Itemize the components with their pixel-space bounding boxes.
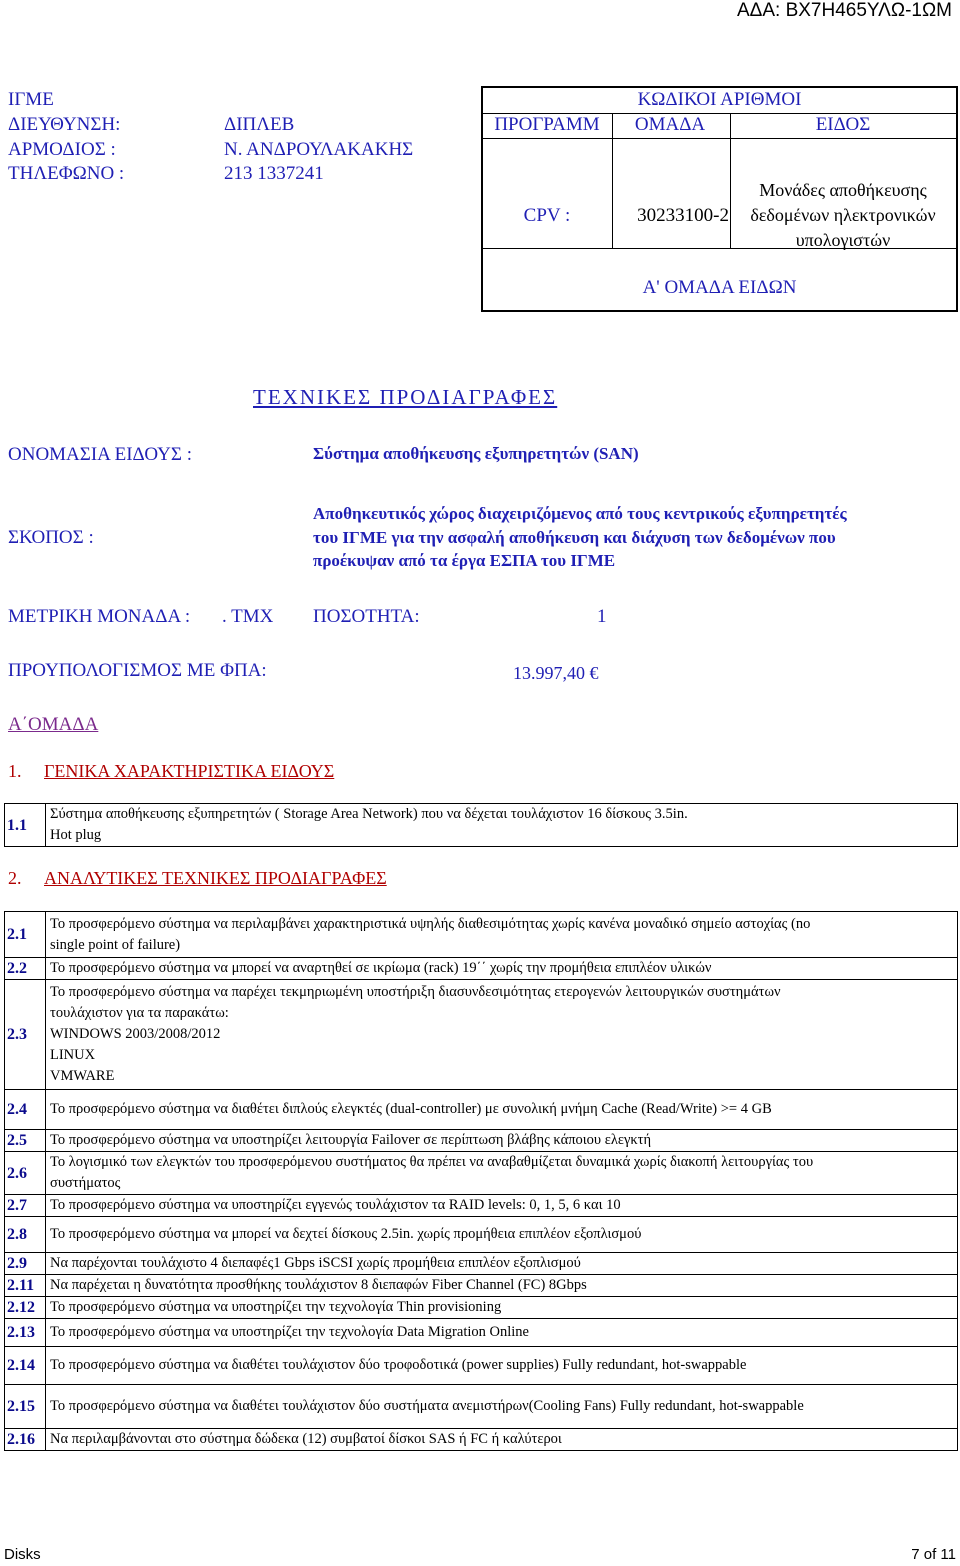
direction-label: ΔΙΕΥΘΥΝΣΗ:: [8, 114, 121, 135]
direction-value: ΔΙΠΛΕΒ: [224, 114, 295, 135]
table-row: [5, 1090, 958, 1130]
responsible-label: ΑΡΜΟΔΙΟΣ :: [8, 139, 116, 160]
group-heading: Α΄ΟΜΑΔΑ: [8, 714, 99, 735]
row-text: Το προσφερόμενο σύστημα να διαθέτει τουλάχιστον δύο συστήματα ανεμιστήρων(Cooling Fans) Fully redundant, hot-swappable: [46, 1385, 958, 1429]
row-text: Το προσφερόμενο σύστημα να υποστηρίζει εγγενώς τουλάχιστον τα RAID levels: 0, 1, 5, 6 και 10: [46, 1195, 958, 1217]
table-row: [5, 980, 958, 1090]
quantity-value: 1: [597, 606, 607, 627]
row-number: 2.11: [5, 1275, 46, 1297]
row-number: 2.2: [5, 958, 46, 980]
row-text: Το προσφερόμενο σύστημα να διαθέτει διπλούς ελεγκτές (dual-controller) με συνολική μνήμη Cache (Read/Write) >= 4 GB: [46, 1090, 958, 1130]
row-text: Το προσφερόμενο σύστημα να περιλαμβάνει χαρακτηριστικά υψηλής διαθεσιμότητας χωρίς κανένα μοναδικό σημείο αστοχίας (no single point of failure): [46, 912, 958, 958]
table-row: [5, 804, 958, 847]
row-number: 2.1: [5, 912, 46, 958]
row-text: Το προσφερόμενο σύστημα να υποστηρίζει την τεχνολογία Data Migration Online: [46, 1319, 958, 1347]
row-text: Να παρέχονται τουλάχιστο 4 διεπαφές1 Gbps iSCSI χωρίς προμήθεια επιπλέον εξοπλισμού: [46, 1253, 958, 1275]
table-row: [5, 958, 958, 980]
responsible-value: Ν. ΑΝΔΡΟΥΛΑΚΑΚΗΣ: [224, 139, 414, 160]
section-1-number: 1.: [8, 761, 22, 781]
row-text: Το προσφερόμενο σύστημα να παρέχει τεκμηριωμένη υποστήριξη διασυνδεσιμότητας ετερογενών λειτουργικών συστημάτων τουλάχιστον για τα παρακάτω: WINDOWS 2003/2008/2012 LINUX VMWARE: [46, 980, 958, 1090]
table-row: [5, 1217, 958, 1253]
row-text: Το λογισμικό των ελεγκτών του προσφερόμενου συστήματος θα πρέπει να αναβαθμίζεται δυναμικά χωρίς διακοπή λειτουργίας του συστήματος: [46, 1152, 958, 1195]
row-text: Να παρέχεται η δυνατότητα προσθήκης τουλάχιστον 8 διεπαφών Fiber Channel (FC) 8Gbps: [46, 1275, 958, 1297]
unit-label: ΜΕΤΡΙΚΗ ΜΟΝΑΔΑ :: [8, 606, 191, 627]
budget-value: 13.997,40 €: [513, 663, 599, 683]
quantity-label: ΠΟΣΟΤΗΤΑ:: [313, 606, 420, 627]
row-text: Το προσφερόμενο σύστημα να μπορεί να δεχτεί δίσκους 2.5in. χωρίς προμήθεια επιπλέον εξοπλισμού: [46, 1217, 958, 1253]
row-number: 2.12: [5, 1297, 46, 1319]
codes-col-group: ΟΜΑΔΑ: [634, 114, 706, 135]
item-name-value: Σύστημα αποθήκευσης εξυπηρετητών (SAN): [313, 444, 639, 463]
table-row: [5, 1253, 958, 1275]
codes-col-program: ΠΡΟΓΡΑΜΜ: [494, 114, 600, 135]
detailed-specs-table: [4, 911, 958, 1451]
sheet-name: Disks: [4, 1546, 41, 1563]
row-number: 2.5: [5, 1130, 46, 1152]
row-number: 2.14: [5, 1347, 46, 1385]
cpv-label: CPV :: [523, 205, 571, 226]
table-row: [5, 1429, 958, 1451]
phone-label: ΤΗΛΕΦΩΝΟ :: [8, 163, 125, 184]
row-text: Να περιλαμβάνονται στο σύστημα δώδεκα (12) συμβατοί δίσκοι SAS ή FC ή καλύτεροι: [46, 1429, 958, 1451]
codes-title: ΚΩΔΙΚΟΙ ΑΡΙΘΜΟΙ: [637, 89, 802, 110]
group-name: Α' ΟΜΑΔΑ ΕΙΔΩΝ: [642, 277, 797, 298]
row-text: Το προσφερόμενο σύστημα να υποστηρίζει λειτουργία Failover σε περίπτωση βλάβης κάποιου ελεγκτή: [46, 1130, 958, 1152]
row-number: 2.6: [5, 1152, 46, 1195]
codes-col-kind: ΕΙΔΟΣ: [815, 114, 871, 135]
item-name-label: ΟΝΟΜΑΣΙΑ ΕΙΔΟΥΣ :: [8, 444, 192, 465]
row-number: 2.9: [5, 1253, 46, 1275]
row-text: Το προσφερόμενο σύστημα να υποστηρίζει την τεχνολογία Thin provisioning: [46, 1297, 958, 1319]
table-row: [5, 1297, 958, 1319]
purpose-value: Αποθηκευτικός χώρος διαχειριζόμενος από τους κεντρικούς εξυπηρετητές του ΙΓΜΕ για την ασφαλή αποθήκευση και διάχυση των δεδομένων που προέκυψαν από τα έργα ΕΣΠΑ του ΙΓΜΕ: [313, 504, 847, 570]
kind-description: Μονάδες αποθήκευσης δεδομένων ηλεκτρονικών υπολογιστών: [750, 180, 936, 250]
table-row: [5, 1347, 958, 1385]
table-row: [5, 1319, 958, 1347]
org-name: ΙΓΜΕ: [8, 89, 54, 110]
row-number: 2.4: [5, 1090, 46, 1130]
section-2-number: 2.: [8, 868, 22, 888]
table-row: [5, 912, 958, 958]
row-text: Το προσφερόμενο σύστημα να μπορεί να αναρτηθεί σε ικρίωμα (rack) 19΄΄ χωρίς την προμήθεια επιπλέον υλικών: [46, 958, 958, 980]
purpose-label: ΣΚΟΠΟΣ :: [8, 527, 94, 548]
ada-code: ΑΔΑ: ΒΧ7Η465ΥΛΩ-1ΩΜ: [736, 0, 952, 21]
table-row: [5, 1130, 958, 1152]
row-number: 2.8: [5, 1217, 46, 1253]
row-text: Το προσφερόμενο σύστημα να διαθέτει τουλάχιστον δύο τροφοδοτικά (power supplies) Fully redundant, hot-swappable: [46, 1347, 958, 1385]
table-row: [5, 1195, 958, 1217]
row-number: 2.16: [5, 1429, 46, 1451]
general-table: [4, 803, 958, 847]
page-number: 7 of 11: [911, 1546, 956, 1563]
row-number: 2.13: [5, 1319, 46, 1347]
row-number: 2.7: [5, 1195, 46, 1217]
table-row: [5, 1152, 958, 1195]
row-text: Σύστημα αποθήκευσης εξυπηρετητών ( Storage Area Network) που να δέχεται τουλάχιστον 16 δίσκους 3.5in. Hot plug: [46, 804, 958, 847]
row-number: 2.15: [5, 1385, 46, 1429]
unit-value: . ΤΜΧ: [222, 606, 274, 627]
cpv-value: 30233100-2: [637, 205, 729, 226]
budget-label: ΠΡΟΥΠΟΛΟΓΙΣΜΟΣ ΜΕ ΦΠΑ:: [8, 660, 267, 681]
row-number: 1.1: [5, 804, 46, 847]
section-2-title: ΑΝΑΛΥΤΙΚΕΣ ΤΕΧΝΙΚΕΣ ΠΡΟΔΙΑΓΡΑΦΕΣ: [44, 868, 387, 888]
row-number: 2.3: [5, 980, 46, 1090]
table-row: [5, 1385, 958, 1429]
section-1-title: ΓΕΝΙΚΑ ΧΑΡΑΚΤΗΡΙΣΤΙΚΑ ΕΙΔΟΥΣ: [44, 761, 335, 781]
table-row: [5, 1275, 958, 1297]
spec-title: ΤΕΧΝΙΚΕΣ ΠΡΟΔΙΑΓΡΑΦΕΣ: [253, 385, 558, 409]
phone-value: 213 1337241: [224, 163, 324, 184]
